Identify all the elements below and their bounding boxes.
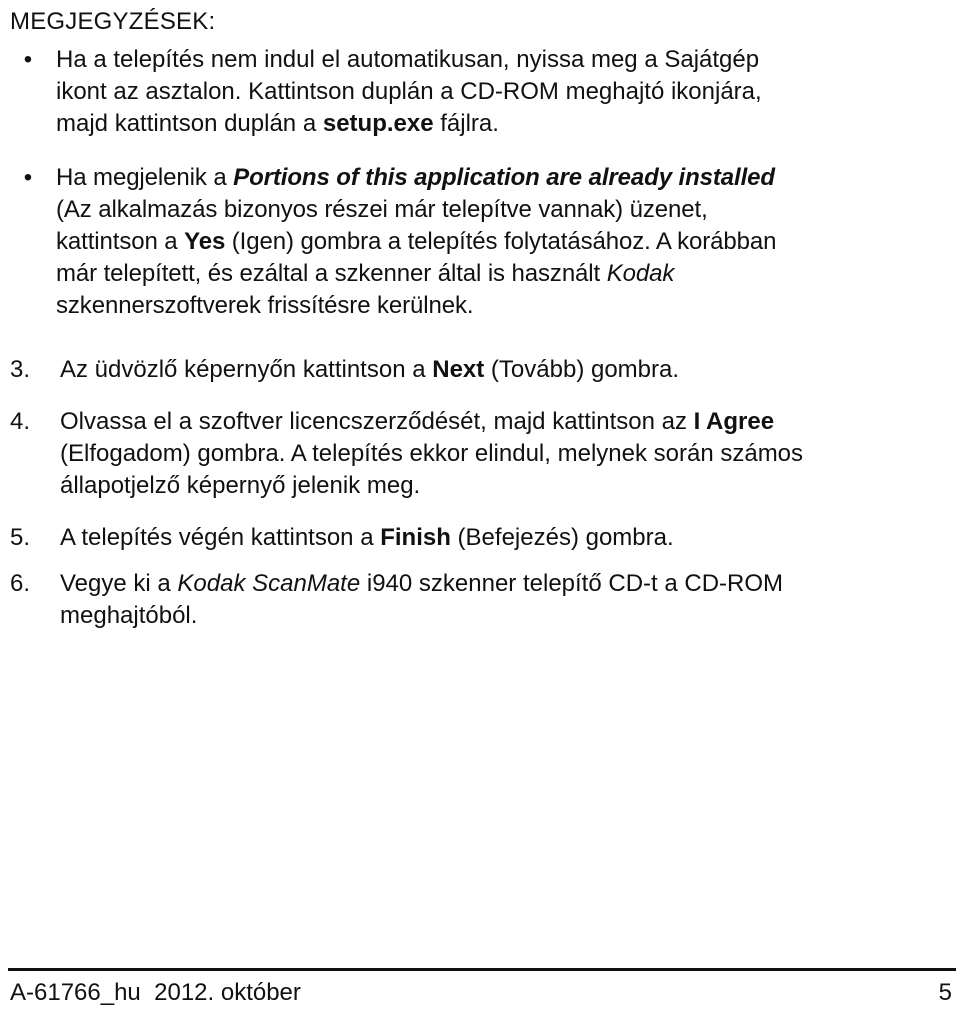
install-steps-list xyxy=(0,354,950,632)
footer-page-number: 5 xyxy=(938,979,952,1006)
step-number: 6. xyxy=(10,570,31,597)
notes-bullet-list xyxy=(0,44,950,344)
bullet-line: Ha a telepítés nem indul el automatikusan, nyissa meg a Sajátgép xyxy=(56,46,760,73)
step-3 xyxy=(0,354,950,386)
note-bullet-portions-installed xyxy=(0,162,950,322)
note-bullet-autostart xyxy=(0,44,950,140)
footer-document-id: A-61766_hu 2012. október xyxy=(10,979,301,1006)
step-4 xyxy=(0,406,950,502)
step-5 xyxy=(0,522,950,554)
bullet-line: (Az alkalmazás bizonyos részei már telepítve vannak) üzenet, xyxy=(56,196,708,223)
finish-button-name: Finish xyxy=(380,524,451,551)
bullet-line: szkennerszoftverek frissítésre kerülnek. xyxy=(56,292,474,319)
step-line: (Elfogadom) gombra. A telepítés ekkor elindul, melynek során számos xyxy=(60,440,804,467)
bullet-line: már telepített, és ezáltal a szkenner által is használt Kodak xyxy=(56,260,675,287)
step-line: A telepítés végén kattintson a Finish (Befejezés) gombra. xyxy=(60,524,674,551)
bullet-line: kattintson a Yes (Igen) gombra a telepítés folytatásához. A korábban xyxy=(56,228,777,255)
setup-exe-filename: setup.exe xyxy=(322,110,434,137)
step-number: 5. xyxy=(10,524,31,551)
next-button-name: Next xyxy=(432,356,485,383)
step-line: meghajtóból. xyxy=(60,602,198,629)
bullet-line: majd kattintson duplán a setup.exe fájlra. xyxy=(56,110,499,137)
bullet-marker: • xyxy=(23,164,33,191)
step-number: 4. xyxy=(10,408,31,435)
step-line: Olvassa el a szoftver licencszerződését, majd kattintson az I Agree xyxy=(60,408,775,435)
kodak-scanmate-product: Kodak ScanMate xyxy=(177,570,361,597)
bullet-marker: • xyxy=(23,46,33,73)
step-number: 3. xyxy=(10,356,31,383)
bullet-line: Ha megjelenik a Portions of this application are already installed xyxy=(56,164,775,191)
portions-message-text: Portions of this application are already installed xyxy=(233,164,775,191)
i-agree-button-name: I Agree xyxy=(693,408,775,435)
yes-button-name: Yes xyxy=(184,228,226,255)
step-line: Az üdvözlő képernyőn kattintson a Next (Tovább) gombra. xyxy=(60,356,680,383)
step-6 xyxy=(0,568,950,632)
notes-heading: MEGJEGYZÉSEK: xyxy=(10,8,216,35)
step-line: állapotjelző képernyő jelenik meg. xyxy=(60,472,421,499)
step-line: Vegye ki a Kodak ScanMate i940 szkenner telepítő CD-t a CD-ROM xyxy=(60,570,784,597)
bullet-line: ikont az asztalon. Kattintson duplán a CD-ROM meghajtó ikonjára, xyxy=(56,78,762,105)
kodak-brand: Kodak xyxy=(606,260,675,287)
footer-divider xyxy=(8,968,956,971)
